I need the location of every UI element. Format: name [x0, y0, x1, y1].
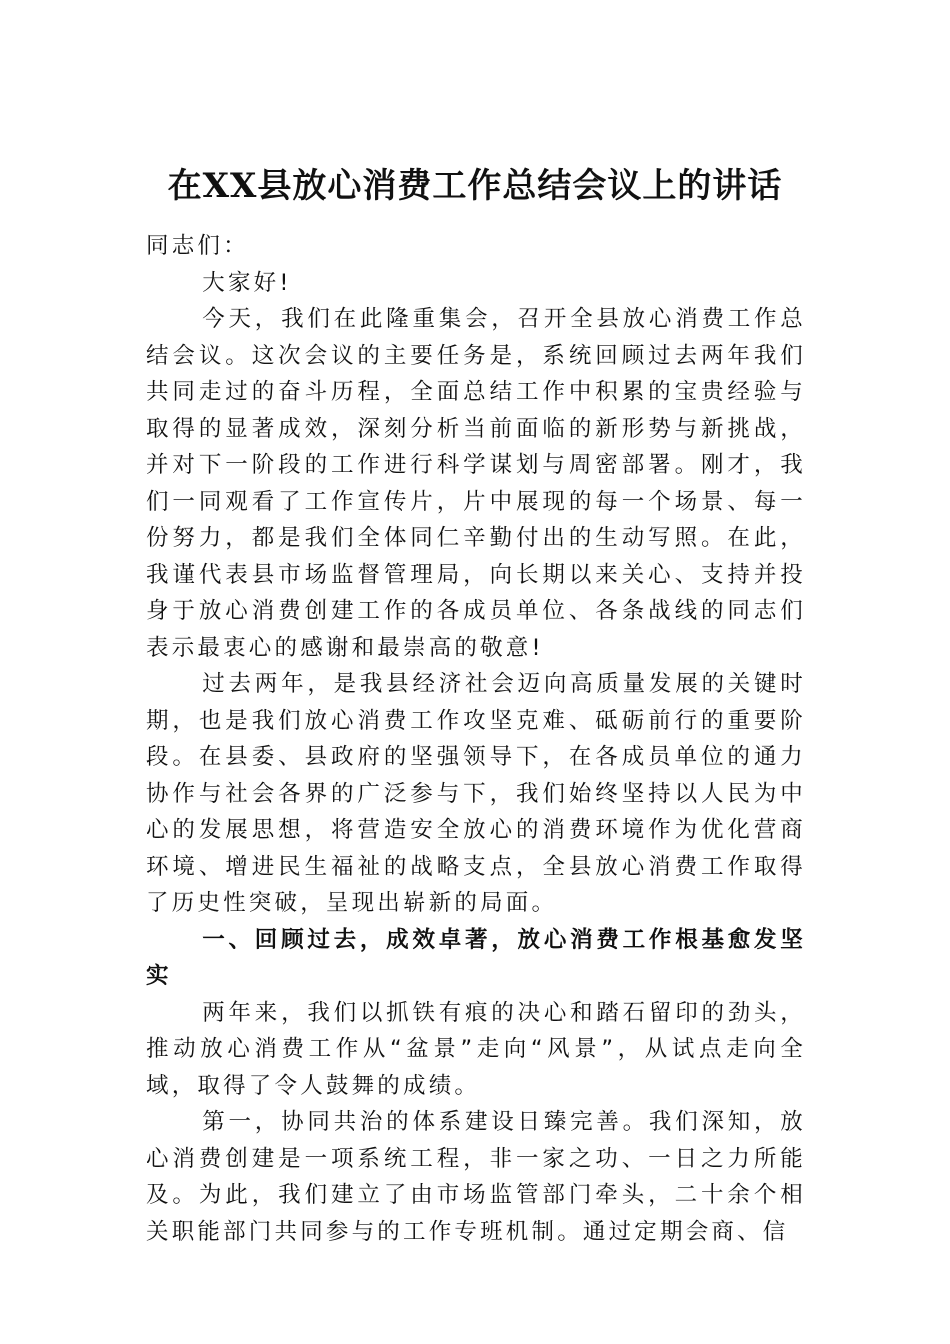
salutation: 同志们： [146, 233, 249, 259]
paragraph-first-point: 第一，协同共治的体系建设日臻完善。我们深知，放心消费创建是一项系统工程，非一家之功、一日之力所能及。为此，我们建立了由市场监管部门牵头，二十余个相关职能部门共同参与的工作专班机制。通过定期会商、信 [146, 1109, 806, 1245]
paragraph-achievements: 两年来，我们以抓铁有痕的决心和踏石留印的劲头，推动放心消费工作从“盆景”走向“风景”，从试点走向全域，取得了令人鼓舞的成绩。 [146, 999, 806, 1099]
paragraph-past-two-years: 过去两年，是我县经济社会迈向高质量发展的关键时期，也是我们放心消费工作攻坚克难、砥砺前行的重要阶段。在县委、县政府的坚强领导下，在各成员单位的通力协作与社会各界的广泛参与下，我们始终坚持以人民为中心的发展思想，将营造安全放心的消费环境作为优化营商环境、增进民生福祉的战略支点，全县放心消费工作取得了历史性突破，呈现出崭新的局面。 [146, 671, 806, 916]
paragraph-opening: 今天，我们在此隆重集会，召开全县放心消费工作总结会议。这次会议的主要任务是，系统回顾过去两年我们共同走过的奋斗历程，全面总结工作中积累的宝贵经验与取得的显著成效，深刻分析当前面临的新形势与新挑战，并对下一阶段的工作进行科学谋划与周密部署。刚才，我们一同观看了工作宣传片，片中展现的每一个场景、每一份努力，都是我们全体同仁辛勤付出的生动写照。在此，我谨代表县市场监督管理局，向长期以来关心、支持并投身于放心消费创建工作的各成员单位、各条战线的同志们表示最衷心的感谢和最崇高的敬意! [146, 306, 806, 661]
greeting: 大家好! [202, 269, 292, 296]
document-body [146, 228, 806, 1250]
document-title: 在XX县放心消费工作总结会议上的讲话 [167, 166, 783, 206]
section-heading-1: 一、回顾过去，成效卓著，放心消费工作根基愈发坚实 [146, 926, 806, 989]
